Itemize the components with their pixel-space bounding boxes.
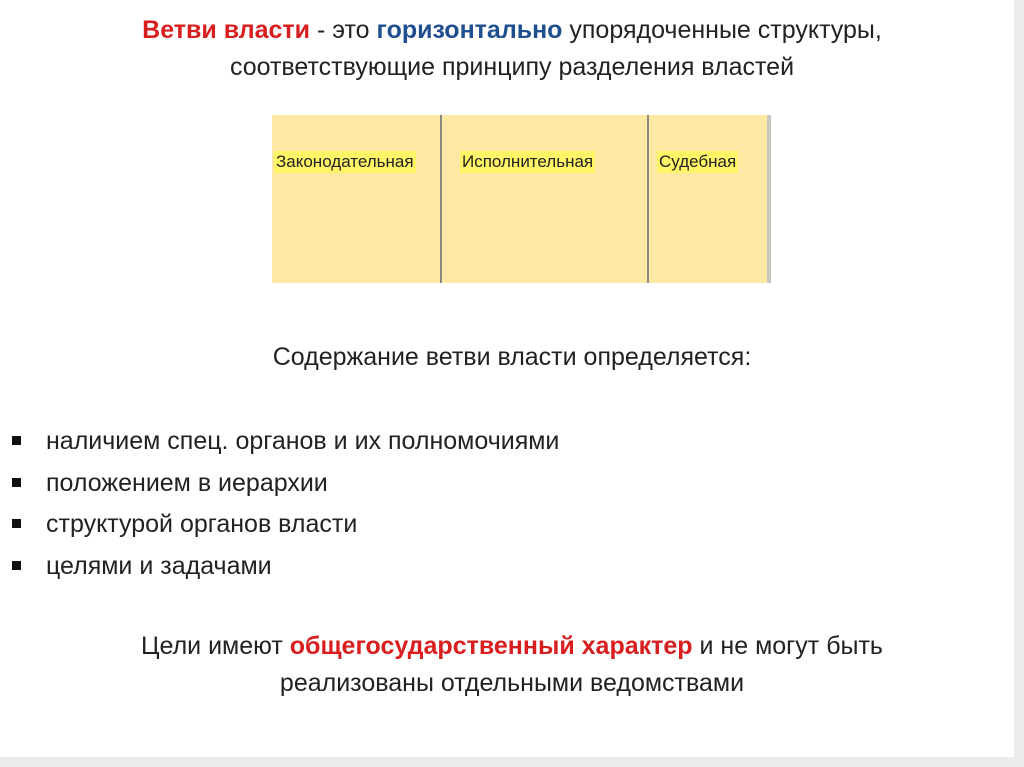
goals-statement bbox=[0, 628, 1024, 702]
footer-emphasis: общегосударственный характер bbox=[289, 632, 693, 660]
bullet-icon bbox=[12, 519, 21, 528]
title-line2: соответствующие принципу разделения властей bbox=[229, 53, 795, 81]
bullet-icon bbox=[12, 478, 21, 487]
title-term: Ветви власти bbox=[142, 16, 311, 44]
list-item bbox=[12, 421, 559, 463]
list-item bbox=[12, 546, 559, 588]
content-subheading: Содержание ветви власти определяется: bbox=[272, 343, 752, 371]
branch-label-legislative: Законодательная bbox=[276, 152, 414, 171]
footer-start: Цели имеют bbox=[141, 632, 290, 660]
branch-column-judicial bbox=[649, 115, 763, 283]
footer-rest: и не могут быть bbox=[692, 632, 883, 660]
criteria-list bbox=[12, 421, 559, 587]
list-item-text: наличием спец. органов и их полномочиями bbox=[46, 427, 560, 455]
branch-column-executive bbox=[442, 115, 647, 283]
title-dash: - это bbox=[310, 16, 377, 44]
bullet-icon bbox=[12, 436, 21, 445]
branch-column-legislative bbox=[272, 115, 440, 283]
footer-line2: реализованы отдельными ведомствами bbox=[279, 669, 745, 697]
title-rest: упорядоченные структуры, bbox=[562, 16, 882, 44]
bullet-icon bbox=[12, 561, 21, 570]
title-keyword: горизонтально bbox=[376, 16, 563, 44]
branches-table bbox=[272, 115, 771, 283]
list-item-text: положением в иерархии bbox=[46, 468, 328, 497]
branch-label-judicial: Судебная bbox=[659, 152, 737, 171]
branch-label-executive: Исполнительная bbox=[462, 152, 594, 171]
list-item-text: структурой органов власти bbox=[46, 510, 358, 538]
slide-title bbox=[0, 12, 1024, 86]
list-item bbox=[12, 504, 559, 546]
list-item-text: целями и задачами bbox=[46, 551, 272, 580]
list-item bbox=[12, 463, 559, 505]
